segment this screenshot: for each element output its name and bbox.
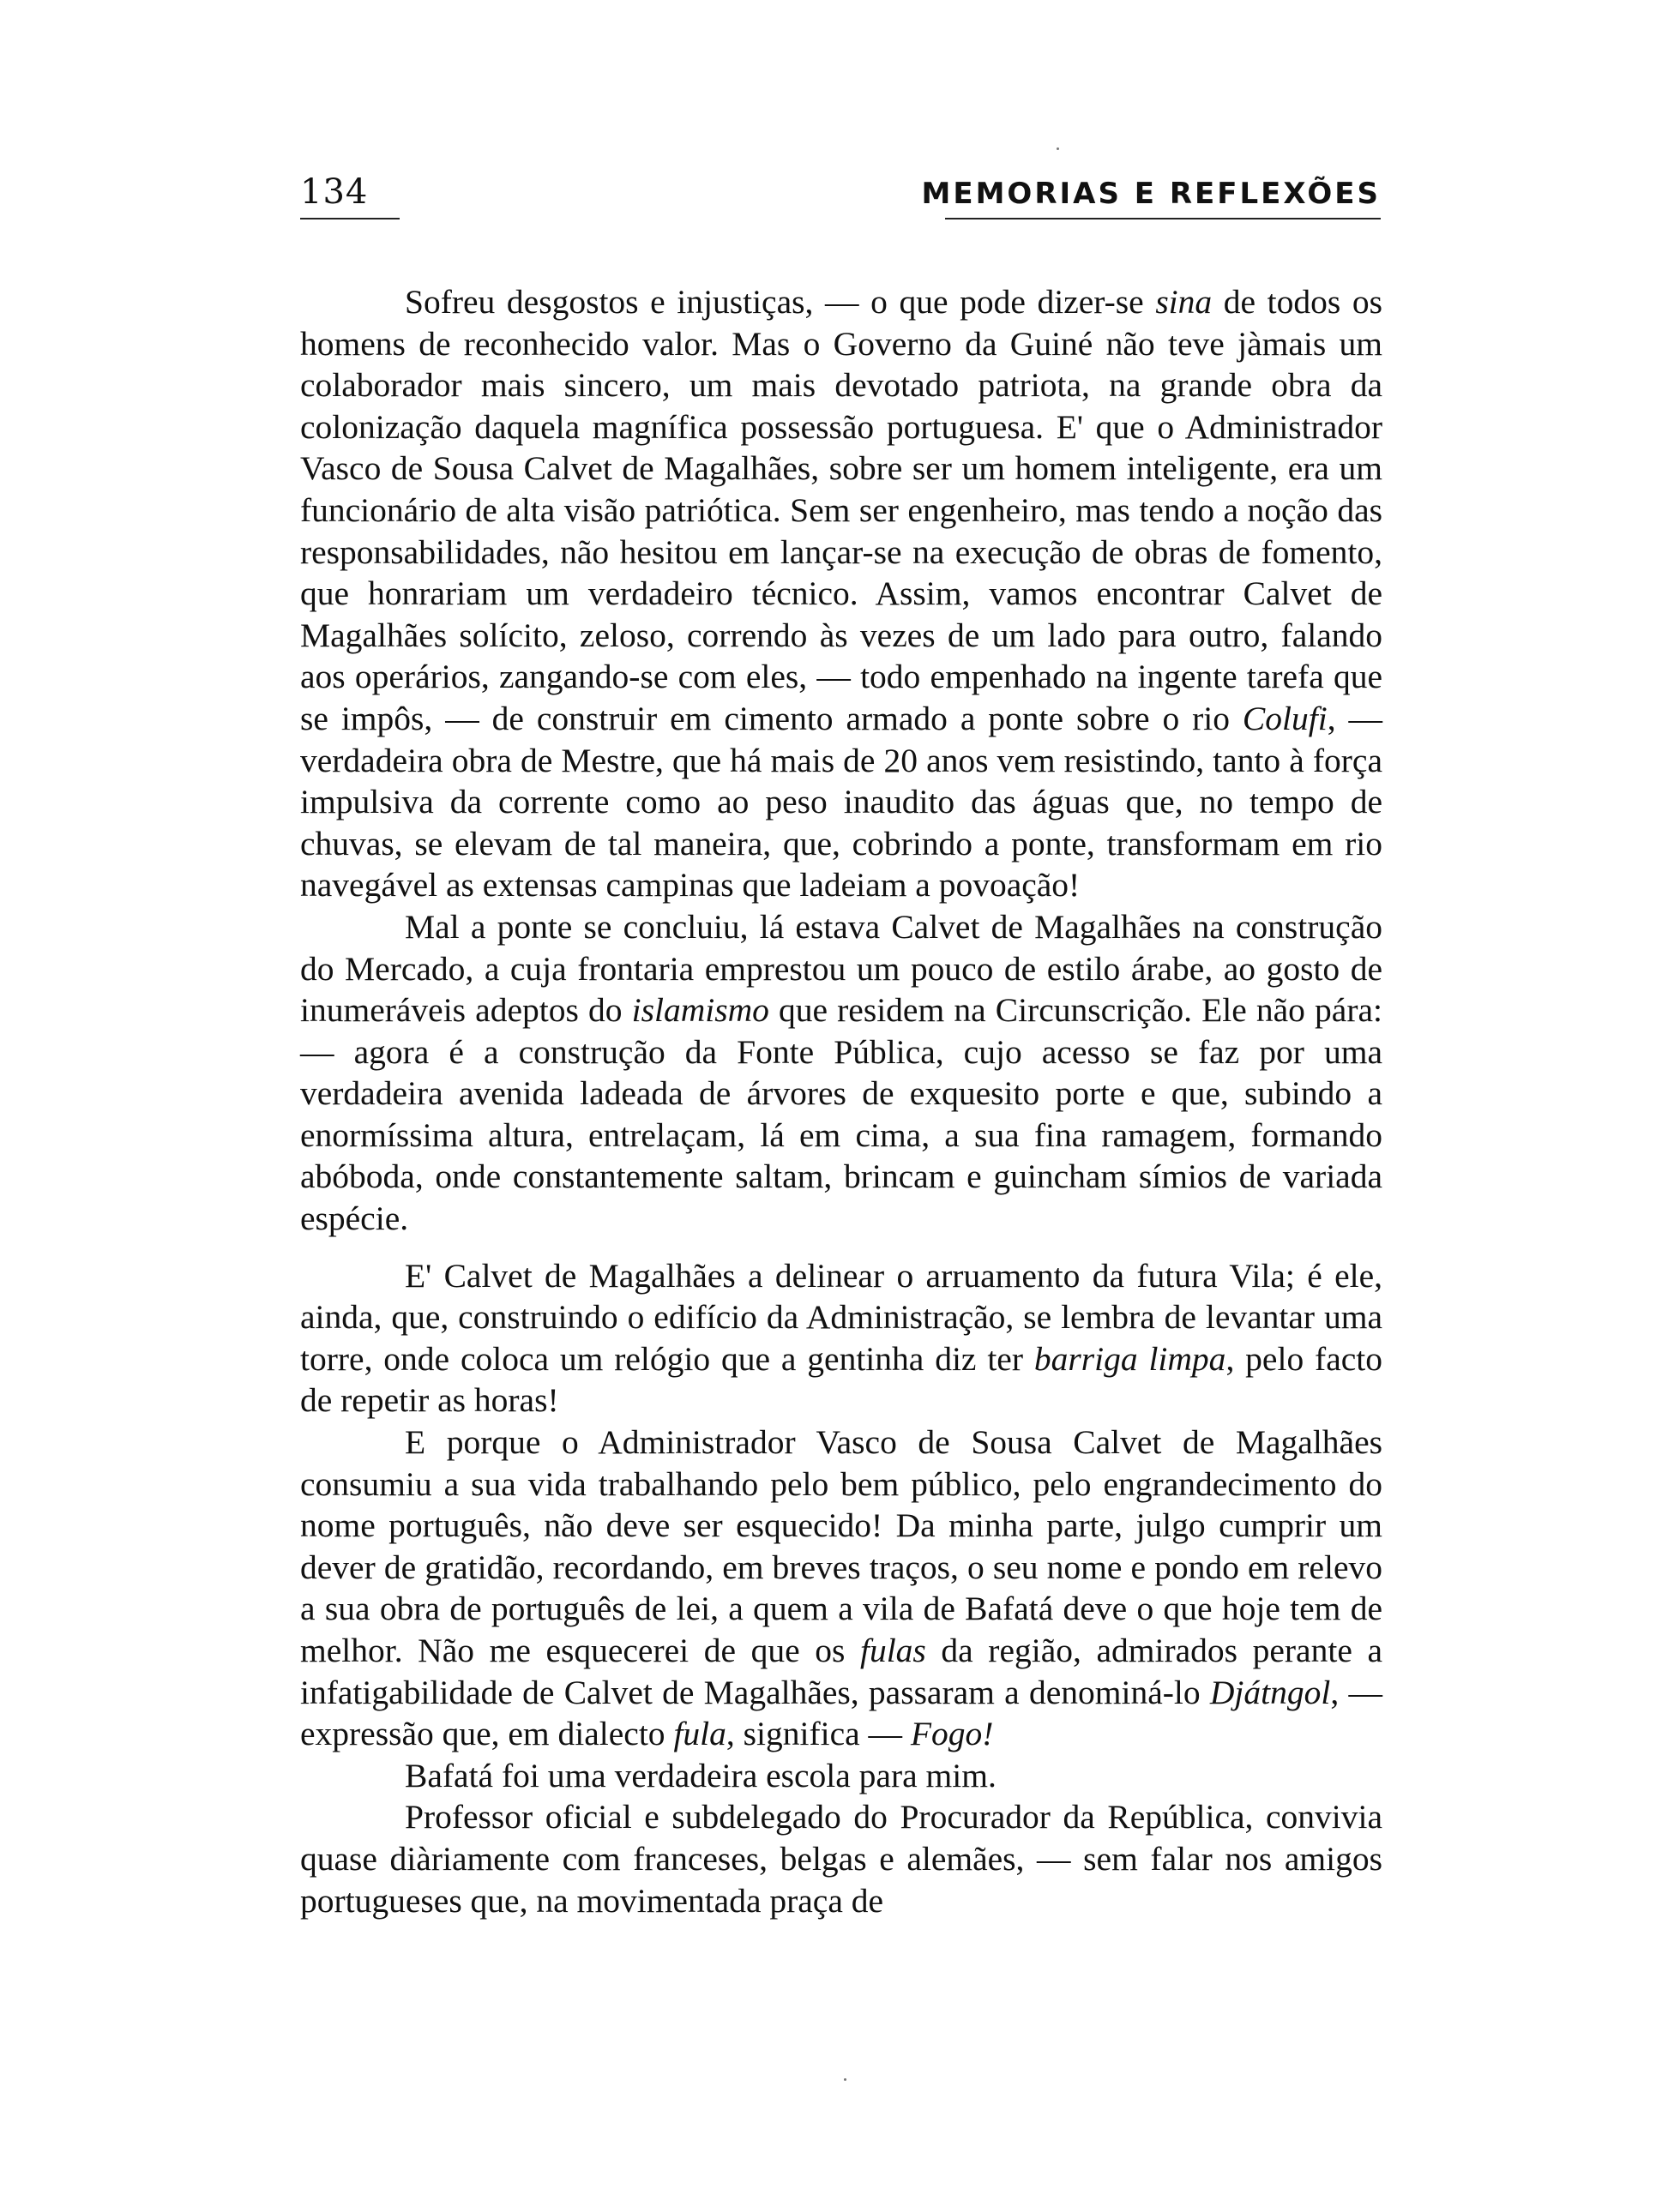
text-run: Sofreu desgostos e injustiças, — o que pode dizer-se: [405, 283, 1156, 321]
text-run: E porque o Administrador Vasco de Sousa Calvet de Magalhães consumiu a sua vida trabalhando pelo bem público, pelo engrandecimento do nome português, não deve ser esquecido! Da minha parte, julgo cumprir um dever de gratidão, recordando, em breves traços, o seu nome e pondo em relevo a sua obra de português de lei, a quem a vila de Bafatá deve o que hoje tem de melhor. Não me esquecerei de que os: [300, 1423, 1382, 1669]
italic-term-fogo: Fogo!: [910, 1715, 994, 1753]
italic-term-barriga-limpa: barriga limpa: [1033, 1339, 1226, 1378]
text-run: Professor oficial e subdelegado do Procurador da República, convivia quase diàriamente com franceses, belgas e alemães, — sem falar nos amigos portugueses que, na movimentada praça de: [300, 1798, 1382, 1920]
text-run: E' Calvet de Magalhães a delinear o arruamento da futura Vila; é ele, ainda, que, construindo o edifício da Administração, se lembra de levantar uma torre, onde coloca um relógio que a gentinha diz ter: [300, 1256, 1382, 1378]
paragraph-3: [300, 1255, 1382, 1422]
running-title: MEMORIAS E REFLEXÕES: [921, 177, 1381, 211]
text-run: de todos os homens de reconhecido valor. Mas o Governo da Guiné não teve jàmais um colaborador mais sincero, um mais devotado patriota, na grande obra da colonização daquela magnífica possessão portuguesa. E' que o Administrador Vasco de Sousa Calvet de Magalhães, sobre ser um homem inteligente, era um funcionário de alta visão patriótica. Sem ser engenheiro, mas tendo a noção das responsabilidades, não hesitou em lançar-se na execução de obras de fomento, que honrariam um verdadeiro técnico. Assim, vamos encontrar Calvet de Magalhães solícito, zeloso, correndo às vezes de um lado para outro, falando aos operários, zangando-se com eles, — todo empenhado na ingente tarefa que se impôs, — de construir em cimento armado a ponte sobre o rio: [300, 283, 1382, 737]
text-run: , — expressão que, em dialecto: [300, 1673, 1382, 1753]
italic-term-fula: fula: [673, 1715, 726, 1753]
text-run: que residem na Circunscrição. Ele não pára: — agora é a construção da Fonte Pública, cujo acesso se faz por uma verdadeira avenida ladeada de árvores de exquesito porte e que, subindo a enormíssima altura, entrelaçam, lá em cima, a sua fina ramagem, formando abóboda, onde constantemente saltam, brincam e guincham símios de variada espécie.: [300, 991, 1382, 1238]
italic-term-islamismo: islamismo: [631, 991, 769, 1030]
running-title-underline: [945, 218, 1381, 219]
text-run: Bafatá foi uma verdadeira escola para mim.: [405, 1756, 997, 1794]
text-run: da região, admirados perante a infatigabilidade de Calvet de Magalhães, passaram a denominá-lo: [300, 1632, 1382, 1711]
page-number: 134: [300, 172, 369, 212]
text-run: , significa —: [726, 1715, 911, 1753]
text-run: Mal a ponte se concluiu, lá estava Calvet de Magalhães na construção do Mercado, a cuja frontaria emprestou um pouco de estilo árabe, ao gosto de inumeráveis adeptos do: [300, 907, 1382, 1030]
paragraph-6: [300, 1796, 1382, 1921]
text-run: , — verdadeira obra de Mestre, que há mais de 20 anos vem resistindo, tanto à força impulsiva da corrente como ao peso inaudito das águas que, no tempo de chuvas, se elevam de tal maneira, que, cobrindo a ponte, transformam em rio navegável as extensas campinas que ladeiam a povoação!: [300, 699, 1382, 905]
paragraph-4: [300, 1422, 1382, 1755]
italic-term-colufi: Colufi: [1242, 699, 1328, 737]
body-text: [300, 281, 1382, 1921]
page-header: [300, 171, 1381, 223]
paragraph-5: [300, 1755, 1382, 1797]
print-speck: [1057, 147, 1059, 150]
italic-term-sina: sina: [1155, 283, 1213, 321]
italic-term-djatngol: Djátngol: [1209, 1673, 1331, 1711]
paragraph-2: [300, 906, 1382, 1240]
print-speck: [844, 2078, 846, 2081]
italic-term-fulas: fulas: [859, 1632, 926, 1669]
paragraph-1: [300, 281, 1382, 906]
page-number-underline: [300, 218, 400, 219]
text-run: , pelo facto de repetir as horas!: [300, 1339, 1383, 1420]
